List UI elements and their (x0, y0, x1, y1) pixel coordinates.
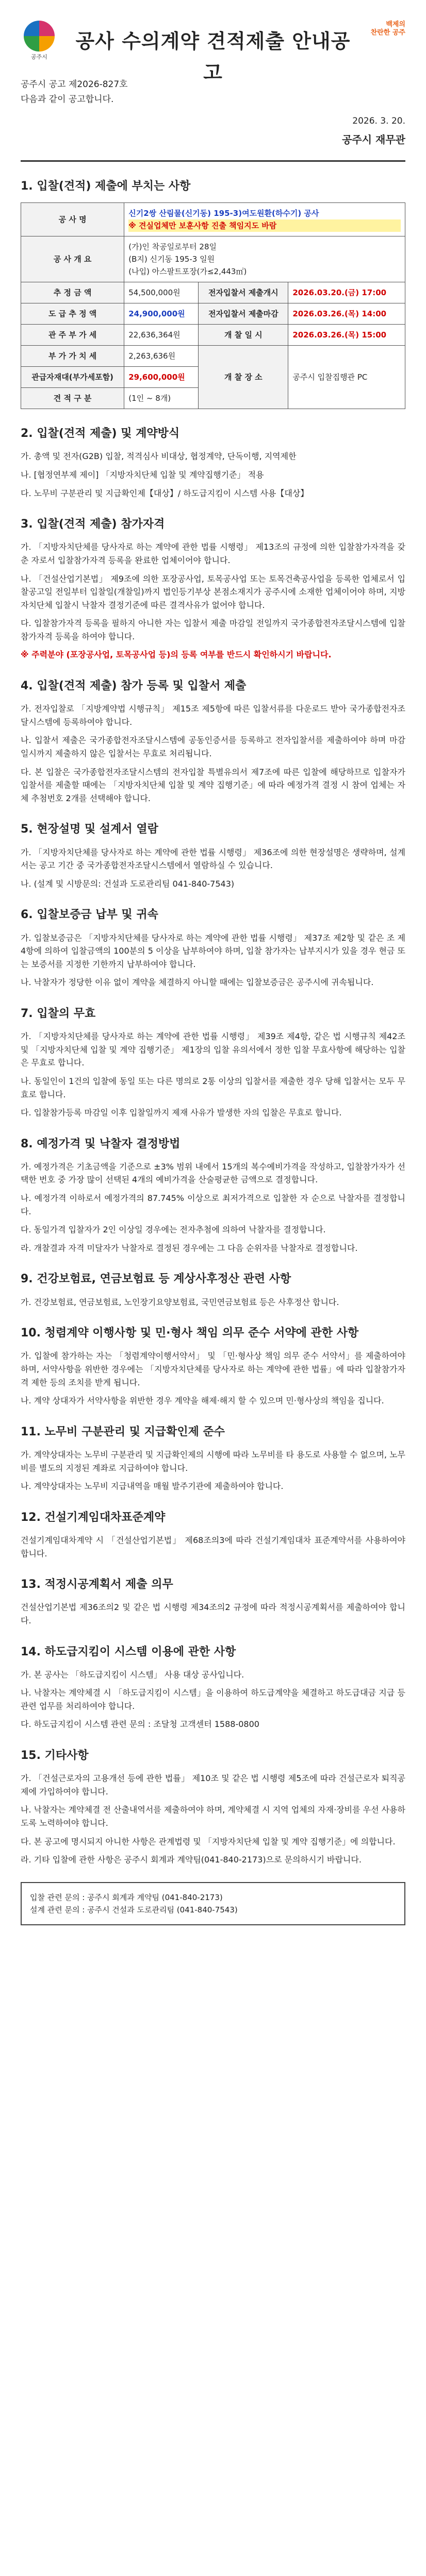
section-text: 라. 기타 입찰에 관한 사항은 공주시 회계과 계약팀(041-840-2173)으로 문의하시기 바랍니다. (21, 1855, 362, 1865)
section-text: 다. 본 공고에 명시되지 아니한 사항은 관계법령 및 「지방자치단체 입찰 및 계약 집행기준」에 의합니다. (21, 1836, 396, 1846)
row-label: 관급자재대(부가세포함) (21, 367, 124, 388)
row-label: 전자입찰서 제출마감 (199, 303, 288, 325)
row-value: (1인 ~ 8개) (124, 388, 199, 409)
section-text: 가. 계약상대자는 노무비 구분관리 및 지급확인제의 시행에 따라 노무비를 타 용도로 사용할 수 없으며, 노무비를 별도의 지정된 계좌로 지급하여야 합니다. (21, 1449, 405, 1473)
section-text: 나. 낙찰자는 계약체결 전 산출내역서를 제출하여야 하며, 계약체결 시 지역 업체의 자재·장비를 우선 사용하도록 노력하여야 합니다. (21, 1805, 405, 1828)
project-note: ※ 견실업체만 보훈사항 진출 책임지도 바람 (128, 219, 401, 232)
section-text: 나. 입찰서 제출은 국가종합전자조달시스템에 공동인증서를 등록하고 전자입찰서를 제출하여야 하며 마감일시까지 제출하지 않은 입찰서는 무효로 처리됩니다. (21, 735, 405, 759)
contact-box (21, 1882, 405, 1925)
section-text: 다. 입찰참가등록 마감일 이후 입찰일까지 제재 사유가 발생한 자의 입찰은 무효로 합니다. (21, 1108, 342, 1118)
row-value: 22,636,364원 (124, 325, 199, 346)
divider (21, 160, 405, 162)
section-warning: ※ 주력분야 (포장공사업, 토목공사업 등)의 등록 여부를 반드시 확인하시기 바랍니다. (21, 650, 332, 660)
section-13-heading: 13. 적정시공계획서 제출 의무 (21, 1578, 173, 1591)
overview-line: (나입) 아스팔트포장(가≤2,443㎡) (128, 267, 247, 277)
row-label: 도 급 추 정 액 (21, 303, 124, 325)
section-text: 나. 낙찰자가 정당한 이유 없이 계약을 체결하지 아니할 때에는 입찰보증금은 공주시에 귀속됩니다. (21, 977, 374, 988)
section-text: 가. 입찰에 참가하는 자는 「청렴계약이행서약서」 및 「민·형사상 책임 의무 준수 서약서」를 제출하여야 하며, 서약사항을 위반한 경우에는 「지방자치단체를 당사자로 하는 계약에 관한 법률」에 따라 입찰참가자격 제한 등의 조치를 받게 됩니다. (21, 1351, 405, 1387)
section-5-heading: 5. 현장설명 및 설계서 열람 (21, 823, 158, 836)
section-text: 나. 낙찰자는 계약체결 시 「하도급지킴이 시스템」을 이용하여 하도급계약을 체결하고 하도급대금 지급 등 관련 업무를 처리하여야 합니다. (21, 1688, 405, 1711)
table-row (21, 325, 405, 346)
section-10-heading: 10. 청렴계약 이행사항 및 민·형사 책임 의무 준수 서약에 관한 사항 (21, 1327, 359, 1340)
row-label: 전자입찰서 제출개시 (199, 282, 288, 303)
section-text: 라. 개찰결과 자격 미달자가 낙찰자로 결정된 경우에는 그 다음 순위자를 낙찰자로 결정합니다. (21, 1243, 358, 1253)
row-label: 견 적 구 분 (21, 388, 124, 409)
section-text: 나. 계약상대자는 노무비 지급내역을 매월 발주기관에 제출하여야 합니다. (21, 1481, 284, 1492)
row-value: 2026.03.26.(목) 15:00 (288, 325, 405, 346)
section-text: 다. 입찰참가자격 등록을 필하지 아니한 자는 입찰서 제출 마감일 전일까지 국가종합전자조달시스템에 입찰참가자격 등록을 하여야 합니다. (21, 618, 405, 641)
notice-org: 공주시 재무관 (342, 133, 405, 146)
section-text: 나. 예정가격 이하로서 예정가격의 87.745% 이상으로 최저가격으로 입찰한 자 순으로 낙찰자를 결정합니다. (21, 1193, 405, 1216)
row-value: 54,500,000원 (124, 282, 199, 303)
notice-intro: 다음과 같이 공고합니다. (21, 94, 114, 105)
row-label: 추 정 금 액 (21, 282, 124, 303)
row-value (124, 203, 405, 236)
section-text: 나. [협정연부제 제이] 「지방자치단체 입찰 및 계약집행기준」 적용 (21, 469, 264, 480)
row-value (124, 236, 405, 282)
row-label: 관 주 부 가 세 (21, 325, 124, 346)
section-text: 다. 본 입찰은 국가종합전자조달시스템의 전자입찰 특별유의서 제7조에 따른 입찰에 해당하므로 입찰자가 입찰서를 제출할 때에는 「지방자치단체 입찰 및 계약 집행기준」에 따라 예정가격 결정 시 참여 업체는 자체 추첨번호 2개를 선택해야 합니다. (21, 767, 405, 803)
row-label: 개 찰 장 소 (199, 346, 288, 409)
overview-line: (가)인 착공일로부터 28일 (128, 242, 217, 252)
row-label: 공 사 개 요 (21, 236, 124, 282)
section-1-heading: 1. 입찰(견적) 제출에 부치는 사항 (21, 179, 191, 193)
section-text: 가. 전자입찰로 「지방계약법 시행규칙」 제15조 제5항에 따른 입찰서류를 다운로드 받아 국가종합전자조달시스템에 등록하여야 합니다. (21, 704, 405, 727)
table-row (21, 203, 405, 236)
page-title: 공사 수의계약 견적제출 안내공고 (75, 30, 351, 84)
section-4-heading: 4. 입찰(견적 제출) 참가 등록 및 입찰서 제출 (21, 680, 247, 693)
section-text: 나. (설계 및 시방문의: 건설과 도로관리팀 041-840-7543) (21, 878, 235, 889)
section-15-heading: 15. 기타사항 (21, 1749, 89, 1762)
section-text: 가. 입찰보증금은 「지방자치단체를 당사자로 하는 계약에 관한 법률 시행령」 제37조 제2항 및 같은 조 제4항에 의하여 입찰금액의 100분의 5 이상을 납부하여야 하며, 입찰 참가자는 납부지시가 있을 경우 현금 또는 보증서를 지정한 기한까지 납부하여야 합니다. (21, 933, 405, 969)
brand-logo (366, 21, 405, 58)
notice-page (21, 21, 405, 1925)
section-text: 나. 「건설산업기본법」 제9조에 의한 포장공사업, 토목공사업 또는 토목건축공사업을 등록한 업체로서 입찰공고일 전일부터 입찰일(개찰일)까지 법인등기부상 본점소재지가 공주시에 소재한 업체이어야 하며, 지방자치단체 입찰시 낙찰자 결정기준에 따른 결격사유가 없어야 합니다. (21, 573, 405, 610)
row-value: 29,600,000원 (124, 367, 199, 388)
section-12-heading: 12. 건설기계임대차표준계약 (21, 1511, 166, 1524)
contact-line: 설계 관련 문의 : 공주시 건설과 도로관리팀 (041-840-7543) (30, 1905, 238, 1914)
row-label: 공 사 명 (21, 203, 124, 236)
section-text: 건설기계임대차계약 시 「건설산업기본법」 제68조의3에 따라 건설기계임대차 표준계약서를 사용하여야 합니다. (21, 1535, 405, 1558)
section-text: 다. 노무비 구분관리 및 지급확인제【대상】/ 하도급지킴이 시스템 사용【대상】 (21, 488, 309, 498)
section-text: 가. 총액 및 전자(G2B) 입찰, 적격심사 비대상, 협정계약, 단독이행, 지역제한 (21, 451, 297, 462)
gongju-emblem-icon (24, 21, 55, 52)
section-text: 가. 「지방자치단체를 당사자로 하는 계약에 관한 법률 시행령」 제39조 제4항, 같은 법 시행규칙 제42조 및 「지방자치단체 입찰 및 계약 집행기준」 제1장의 입찰 유의서에서 정한 입찰 무효사항에 해당하는 입찰은 무효로 합니다. (21, 1031, 405, 1068)
section-14-heading: 14. 하도급지킴이 시스템 이용에 관한 사항 (21, 1645, 236, 1658)
notice-date: 2026. 3. 20. (352, 115, 405, 126)
section-8-heading: 8. 예정가격 및 낙찰자 결정방법 (21, 1137, 181, 1150)
section-text: 가. 「지방자치단체를 당사자로 하는 계약에 관한 법률 시행령」 제13조의 규정에 의한 입찰참가자격을 갖춘 자로서 입찰참가자격 등록을 완료한 업체이어야 합니다. (21, 542, 405, 565)
section-text: 가. 「건설근로자의 고용개선 등에 관한 법률」 제10조 및 같은 법 시행령 제5조에 따라 건설근로자 퇴직공제에 가입하여야 합니다. (21, 1773, 405, 1797)
project-name: 신기2쌍 산림물(신기동) 195-3)여도원환(하수기) 공사 (128, 209, 319, 218)
overview-line: (B지) 신기동 195-3 일원 (128, 255, 215, 264)
row-value: 2026.03.20.(금) 17:00 (288, 282, 405, 303)
section-text: 가. 건강보험료, 연금보험료, 노인장기요양보험료, 국민연금보험료 등은 사후정산 합니다. (21, 1297, 339, 1307)
section-9-heading: 9. 건강보험료, 연금보험료 등 계상사후정산 관련 사항 (21, 1273, 291, 1286)
row-value: 24,900,000원 (124, 303, 199, 325)
section-3-heading: 3. 입찰(견적 제출) 참가자격 (21, 518, 165, 531)
table-row (21, 236, 405, 282)
header (21, 21, 405, 84)
section-text: 나. 계약 상대자가 서약사항을 위반한 경우 계약을 해제·해지 할 수 있으며 민·형사상의 책임을 집니다. (21, 1396, 384, 1406)
row-value: 2026.03.26.(목) 14:00 (288, 303, 405, 325)
table-row (21, 282, 405, 303)
row-value: 공주시 입찰집행관 PC (288, 346, 405, 409)
section-11-heading: 11. 노무비 구분관리 및 지급확인제 준수 (21, 1425, 225, 1438)
contact-line: 입찰 관련 문의 : 공주시 회계과 계약팀 (041-840-2173) (30, 1892, 223, 1902)
notice-number: 공주시 공고 제2026-827호 (21, 79, 128, 90)
overview-table (21, 202, 405, 409)
section-text: 가. 「지방자치단체를 당사자로 하는 계약에 관한 법률 시행령」 제36조에 의한 현장설명은 생략하며, 설계서는 공고 기간 중 국가종합전자조달시스템에서 열람하실 수 있습니다. (21, 847, 405, 871)
brand-line2: 찬란한 공주 (370, 28, 405, 37)
row-value: 2,263,636원 (124, 346, 199, 367)
section-6-heading: 6. 입찰보증금 납부 및 귀속 (21, 908, 158, 922)
table-row (21, 303, 405, 325)
row-label: 부 가 가 치 세 (21, 346, 124, 367)
gongju-logo (21, 21, 58, 58)
section-text: 가. 본 공사는 「하도급지킴이 시스템」 사용 대상 공사입니다. (21, 1669, 244, 1680)
section-text: 건설산업기본법 제36조의2 및 같은 법 시행령 제34조의2 규정에 따라 적정시공계획서를 제출하여야 합니다. (21, 1602, 405, 1625)
row-label: 개 찰 일 시 (199, 325, 288, 346)
logo-name: 공주시 (31, 54, 47, 60)
section-2-heading: 2. 입찰(견적 제출) 및 계약방식 (21, 427, 180, 440)
section-text: 다. 하도급지킴이 시스템 관련 문의 : 조달청 고객센터 1588-0800 (21, 1719, 259, 1730)
section-text: 나. 동일인이 1건의 입찰에 동일 또는 다른 명의로 2통 이상의 입찰서를 제출한 경우 당해 입찰서는 모두 무효로 합니다. (21, 1076, 405, 1099)
section-7-heading: 7. 입찰의 무효 (21, 1007, 96, 1020)
section-text: 가. 예정가격은 기초금액을 기준으로 ±3% 범위 내에서 15개의 복수예비가격을 작성하고, 입찰참가자가 선택한 번호 중 가장 많이 선택된 4개의 예비가격을 산술평균한 금액으로 결정합니다. (21, 1161, 405, 1185)
table-row (21, 346, 405, 367)
brand-line1: 백제의 (386, 21, 405, 28)
section-text: 다. 동일가격 입찰자가 2인 이상일 경우에는 전자추첨에 의하여 낙찰자를 결정합니다. (21, 1225, 326, 1235)
